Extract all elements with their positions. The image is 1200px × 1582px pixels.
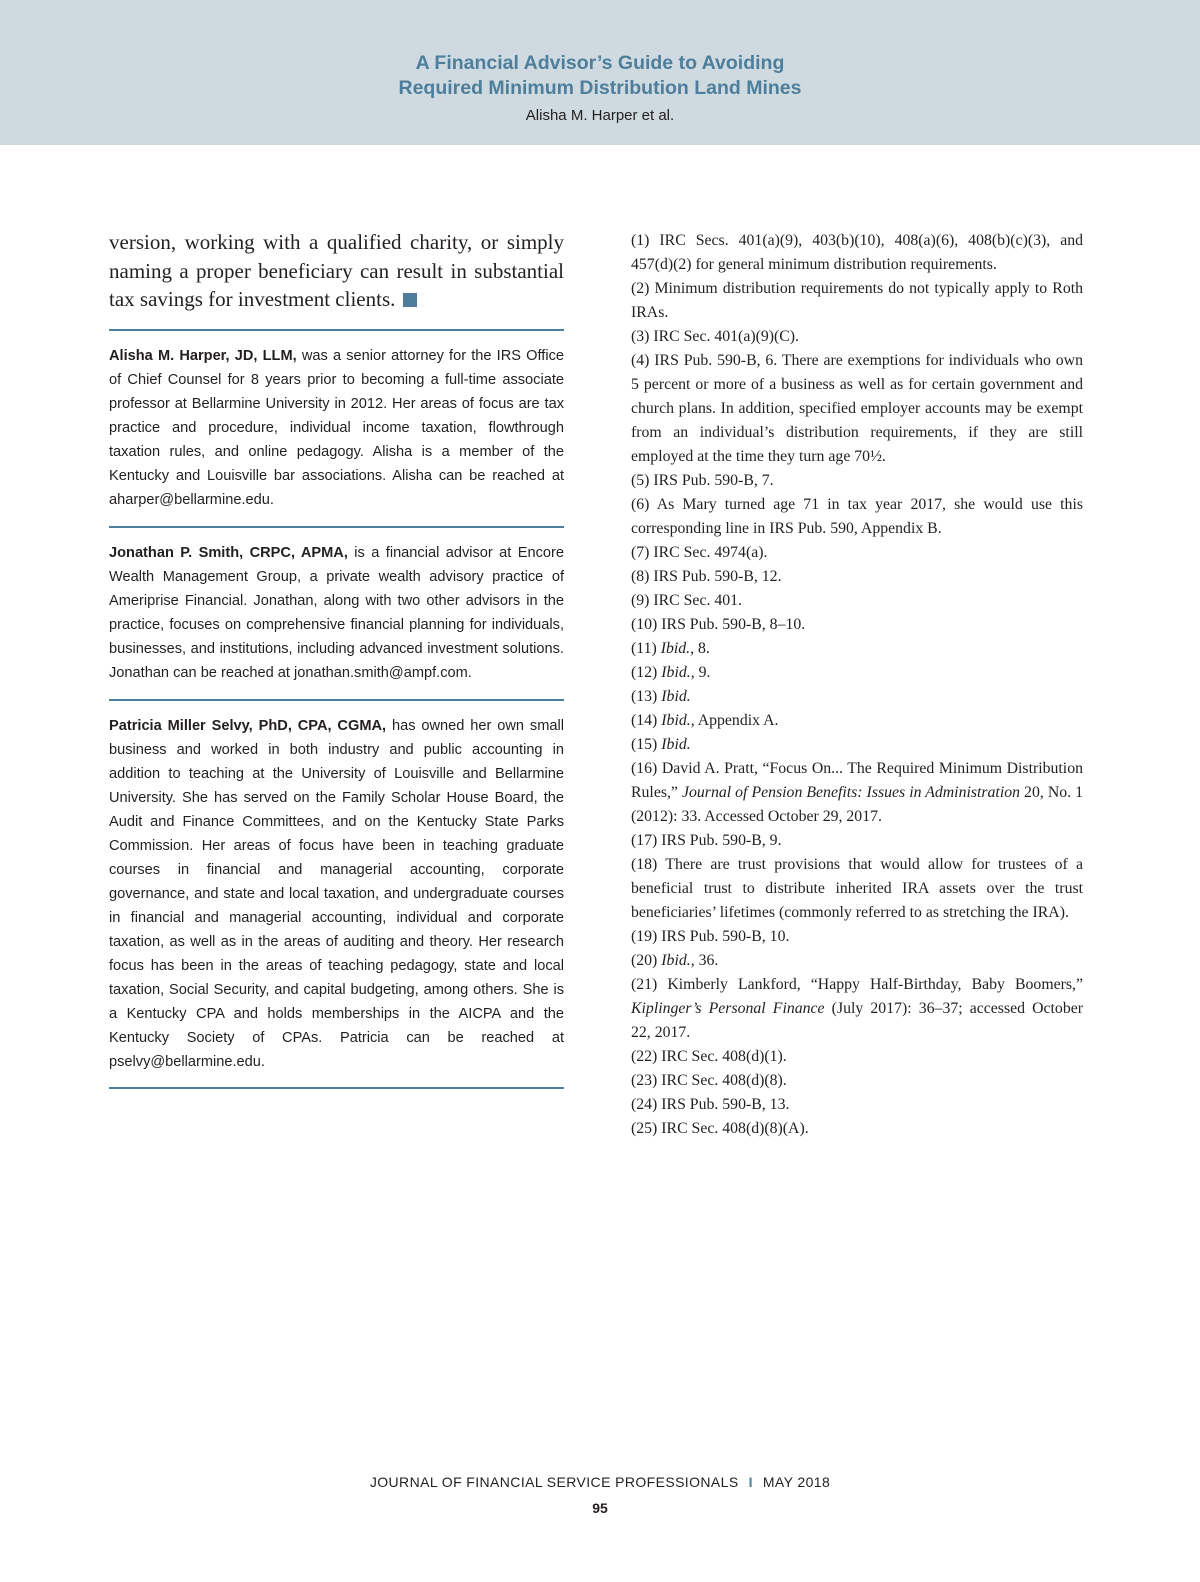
endnote-text: (19) IRS Pub. 590-B, 10. [631, 928, 790, 945]
endnotes-column [631, 229, 1083, 1141]
bio-name: Jonathan P. Smith, CRPC, APMA, [109, 544, 348, 561]
endnote-text: (16) David A. Pratt, “Focus On... The Required Minimum Distribution Rules,” [631, 760, 1083, 801]
endnote [631, 1093, 1083, 1117]
endnote-title: Ibid. [661, 952, 691, 969]
endnote-title: Ibid. [661, 688, 691, 705]
endnote-text: (15) [631, 736, 662, 753]
endnote-text: (23) IRC Sec. 408(d)(8). [631, 1072, 787, 1089]
page-footer [0, 1474, 1200, 1490]
endnote-text: (1) IRC Secs. 401(a)(9), 403(b)(10), 408(a)(6), 408(b)(c)(3), and 457(d)(2) for general minimum distribution requirements. [631, 232, 1083, 273]
bio-text: has owned her own small business and worked in both industry and public accounting in addition to teaching at the University of Louisville and Bellarmine University. She has served on the Family Scholar House Board, the Audit and Finance Committees, and on the Kentucky State Parks Commission. Her areas of focus have been in teaching graduate courses in financial and managerial accounting, corporate governance, and state and local taxation, and undergraduate courses in financial and managerial accounting, individual and corporate taxation, as well as in the areas of auditing and theory. Her research focus has been in the areas of teaching pedagogy, state and local taxation, Social Security, and capital budgeting, among others. She is a Kentucky CPA and holds memberships in the AICPA and the Kentucky Society of CPAs. Patricia can be reached at pselvy@bellarmine.edu. [109, 717, 564, 1070]
footer-separator: I [748, 1474, 753, 1490]
endnote [631, 661, 1083, 685]
intro-paragraph [109, 228, 564, 314]
endnote [631, 229, 1083, 277]
endnote [631, 589, 1083, 613]
endnote-text: (21) Kimberly Lankford, “Happy Half-Birthday, Baby Boomers,” [631, 976, 1083, 993]
endnote-text: (18) There are trust provisions that would allow for trustees of a beneficial trust to distribute inherited IRA assets over the trust beneficiaries’ lifetimes (commonly referred to as stretching the IRA). [631, 856, 1083, 921]
page-header [0, 0, 1200, 145]
endnote [631, 733, 1083, 757]
endnote-text: (8) IRS Pub. 590-B, 12. [631, 568, 782, 585]
endnote-text: , 9. [690, 664, 711, 681]
end-of-article-square-icon [403, 293, 417, 307]
endnote [631, 613, 1083, 637]
endnote [631, 973, 1083, 1045]
endnote-title: Ibid. [660, 640, 691, 657]
author-bio-selvy [109, 714, 564, 1074]
intro-text: version, working with a qualified charity, or simply naming a proper beneficiary can result in substantial tax savings for investment clients. [109, 230, 564, 311]
endnote-text: (24) IRS Pub. 590-B, 13. [631, 1096, 790, 1113]
endnote-text: , 8. [690, 640, 710, 657]
endnote-text: (10) IRS Pub. 590-B, 8–10. [631, 616, 806, 633]
endnote-text: (25) IRC Sec. 408(d)(8)(A). [631, 1120, 809, 1137]
endnote-text: (9) IRC Sec. 401. [631, 592, 743, 609]
endnote-text: (12) [631, 664, 662, 681]
endnote-text: (3) IRC Sec. 401(a)(9)(C). [631, 328, 800, 345]
endnote [631, 853, 1083, 925]
endnote-text: (5) IRS Pub. 590-B, 7. [631, 472, 774, 489]
endnote [631, 565, 1083, 589]
endnote [631, 1045, 1083, 1069]
endnote-text: (7) IRC Sec. 4974(a). [631, 544, 768, 561]
endnote [631, 685, 1083, 709]
endnote-text: (11) [631, 640, 661, 657]
endnote-text: (22) IRC Sec. 408(d)(1). [631, 1048, 787, 1065]
bio-name: Alisha M. Harper, JD, LLM, [109, 347, 297, 364]
endnote-text: (2) Minimum distribution requirements do not typically apply to Roth IRAs. [631, 280, 1083, 321]
endnote-title: Kiplinger’s Personal Finance [631, 1000, 825, 1017]
endnote-text: 20, No. 1 (2012): 33. Accessed October 29, 2017. [631, 784, 1083, 825]
endnote [631, 829, 1083, 853]
endnote [631, 637, 1083, 661]
endnote [631, 277, 1083, 325]
page-number: 95 [592, 1500, 608, 1516]
endnote [631, 493, 1083, 541]
endnote-title: Journal of Pension Benefits: Issues in Administration [681, 784, 1021, 801]
endnote [631, 925, 1083, 949]
endnote-title: Ibid. [661, 712, 691, 729]
section-divider [109, 1087, 564, 1089]
endnote [631, 541, 1083, 565]
section-divider [109, 699, 564, 701]
article-title-line2: Required Minimum Distribution Land Mines [398, 77, 802, 99]
left-column [109, 228, 564, 1089]
endnote-text: (20) [631, 952, 662, 969]
endnote-title: Ibid. [661, 736, 691, 753]
author-bio-smith [109, 541, 564, 685]
article-authors: Alisha M. Harper et al. [525, 107, 675, 124]
endnote [631, 1117, 1083, 1141]
endnote [631, 469, 1083, 493]
endnote [631, 709, 1083, 733]
endnote [631, 949, 1083, 973]
endnote [631, 325, 1083, 349]
bio-name: Patricia Miller Selvy, PhD, CPA, CGMA, [109, 717, 387, 734]
section-divider [109, 329, 564, 331]
section-divider [109, 526, 564, 528]
bio-text: is a financial advisor at Encore Wealth Management Group, a private wealth advisory practice of Ameriprise Financial. Jonathan, along with two other advisors in the practice, focuses on comprehensive financial planning for individuals, businesses, and institutions, including advanced investment solutions. Jonathan can be reached at jonathan.smith@ampf.com. [109, 544, 564, 681]
endnote-text: (6) As Mary turned age 71 in tax year 2017, she would use this corresponding line in IRS Pub. 590, Appendix B. [631, 496, 1083, 537]
endnote-text: , 36. [690, 952, 719, 969]
article-title [0, 51, 1200, 101]
endnote-text: (13) [631, 688, 662, 705]
bio-text: was a senior attorney for the IRS Office of Chief Counsel for 8 years prior to becoming a full-time associate professor at Bellarmine University in 2012. Her areas of focus are tax practice and procedure, individual income taxation, flowthrough taxation rules, and online pedagogy. Alisha is a member of the Kentucky and Louisville bar associations. Alisha can be reached at aharper@bellarmine.edu. [109, 347, 564, 508]
endnote [631, 349, 1083, 469]
endnote-text: (17) IRS Pub. 590-B, 9. [631, 832, 782, 849]
issue-date: MAY 2018 [762, 1474, 831, 1490]
author-bio-harper [109, 344, 564, 512]
article-title-line1: A Financial Advisor’s Guide to Avoiding [415, 52, 785, 74]
endnote-text: , Appendix A. [690, 712, 779, 729]
endnote [631, 1069, 1083, 1093]
endnote-text: (14) [631, 712, 662, 729]
endnote-text: (July 2017): 36–37; accessed October 22, 2017. [631, 1000, 1084, 1041]
endnote-title: Ibid. [661, 664, 691, 681]
endnote-text: (4) IRS Pub. 590-B, 6. There are exemptions for individuals who own 5 percent or more of a business as well as for certain government and church plans. In addition, specified employer accounts may be exempt from an individual’s distribution requirements, if they are still employed at the time they turn age 70½. [631, 352, 1083, 465]
endnote [631, 757, 1083, 829]
journal-name: JOURNAL OF FINANCIAL SERVICE PROFESSIONALS [369, 1474, 739, 1490]
